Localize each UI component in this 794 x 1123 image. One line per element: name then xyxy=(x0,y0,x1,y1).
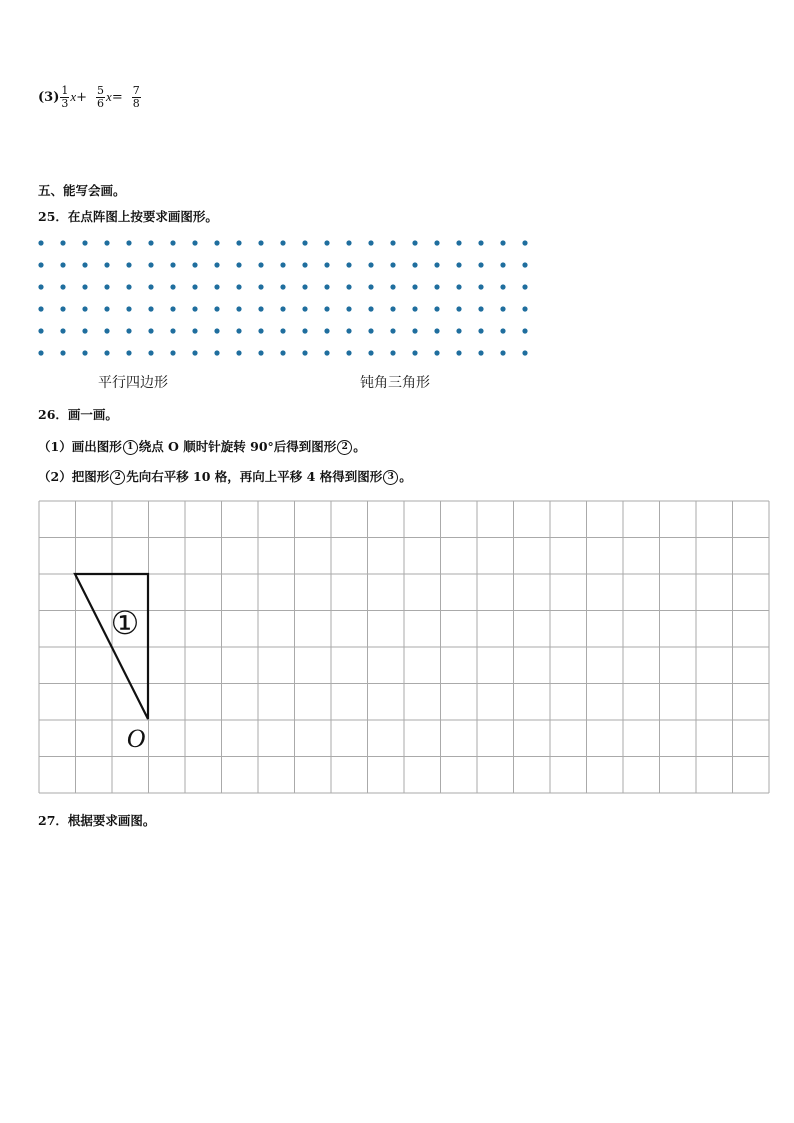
circled-number-3: 3 xyxy=(383,470,398,485)
grid-dot[interactable] xyxy=(214,284,219,289)
point-o-label: O xyxy=(126,724,146,753)
grid-dot[interactable] xyxy=(522,284,527,289)
grid-dot[interactable] xyxy=(82,306,87,311)
grid-dot[interactable] xyxy=(434,328,439,333)
grid-dot[interactable] xyxy=(38,328,43,333)
grid-dot[interactable] xyxy=(170,306,175,311)
grid-dot[interactable] xyxy=(522,328,527,333)
grid-dot[interactable] xyxy=(236,262,241,267)
grid-dot[interactable] xyxy=(302,262,307,267)
grid-dot[interactable] xyxy=(456,306,461,311)
grid-dot[interactable] xyxy=(214,328,219,333)
grid-dot[interactable] xyxy=(104,240,109,245)
grid-dot[interactable] xyxy=(192,262,197,267)
grid-dot[interactable] xyxy=(412,262,417,267)
part-2-end: 。 xyxy=(399,469,412,484)
grid-dot[interactable] xyxy=(280,306,285,311)
grid-dot[interactable] xyxy=(82,240,87,245)
grid-dot[interactable] xyxy=(170,240,175,245)
grid-dot[interactable] xyxy=(236,284,241,289)
grid-dot[interactable] xyxy=(192,284,197,289)
grid-dot[interactable] xyxy=(456,240,461,245)
fraction-2-denominator: 6 xyxy=(97,96,105,110)
grid-dot[interactable] xyxy=(346,306,351,311)
grid-dot[interactable] xyxy=(346,240,351,245)
grid-dot[interactable] xyxy=(60,328,65,333)
grid-dot[interactable] xyxy=(60,350,65,355)
grid-dot[interactable] xyxy=(148,328,153,333)
grid-dot[interactable] xyxy=(324,350,329,355)
grid-dot[interactable] xyxy=(368,350,373,355)
part-2-middle: 先向右平移 10 格，再向上平移 4 格得到图形 xyxy=(126,469,383,484)
grid-dot[interactable] xyxy=(390,284,395,289)
grid-dot[interactable] xyxy=(500,328,505,333)
label-obtuse-triangle: 钝角三角形 xyxy=(360,376,430,391)
fraction-1-denominator: 3 xyxy=(61,96,69,110)
grid-dot[interactable] xyxy=(126,240,131,245)
question-27-title: 27．根据要求画图。 xyxy=(38,813,156,828)
grid-dot[interactable] xyxy=(324,306,329,311)
grid-dot[interactable] xyxy=(214,262,219,267)
grid-dot[interactable] xyxy=(412,240,417,245)
circled-number-2: 2 xyxy=(337,440,352,455)
grid-dot[interactable] xyxy=(126,284,131,289)
equation-prefix: (3) xyxy=(38,89,60,105)
grid-dot[interactable] xyxy=(478,306,483,311)
grid-dot[interactable] xyxy=(302,350,307,355)
grid-dot[interactable] xyxy=(38,240,43,245)
grid-dot[interactable] xyxy=(412,284,417,289)
circled-number-1: 1 xyxy=(123,440,138,455)
grid-dot[interactable] xyxy=(500,284,505,289)
grid-dot[interactable] xyxy=(280,350,285,355)
grid-dot[interactable] xyxy=(82,284,87,289)
grid-dot[interactable] xyxy=(412,328,417,333)
grid-dot[interactable] xyxy=(236,240,241,245)
grid-dot[interactable] xyxy=(126,350,131,355)
grid-dot[interactable] xyxy=(324,284,329,289)
fraction-3-numerator: 7 xyxy=(132,83,140,97)
grid-dot[interactable] xyxy=(478,284,483,289)
grid-dot[interactable] xyxy=(434,350,439,355)
grid-dot[interactable] xyxy=(214,240,219,245)
grid-dot[interactable] xyxy=(346,262,351,267)
grid-dot[interactable] xyxy=(324,240,329,245)
part-1-middle: 绕点 O 顺时针旋转 90°后得到图形 xyxy=(138,439,337,454)
grid-dot[interactable] xyxy=(192,306,197,311)
grid-dot[interactable] xyxy=(456,328,461,333)
grid-dot[interactable] xyxy=(82,262,87,267)
grid-dot[interactable] xyxy=(38,262,43,267)
part-2-prefix: （2）把图形 xyxy=(38,469,110,484)
grid-dot[interactable] xyxy=(258,306,263,311)
grid-dot[interactable] xyxy=(236,350,241,355)
grid-dot[interactable] xyxy=(522,240,527,245)
grid-dot[interactable] xyxy=(104,306,109,311)
grid-dot[interactable] xyxy=(478,328,483,333)
grid-dot[interactable] xyxy=(324,328,329,333)
grid-dot[interactable] xyxy=(60,262,65,267)
grid-dot[interactable] xyxy=(522,306,527,311)
grid-dot[interactable] xyxy=(82,328,87,333)
grid-dot[interactable] xyxy=(390,328,395,333)
grid-dot[interactable] xyxy=(434,262,439,267)
grid-dot[interactable] xyxy=(236,306,241,311)
fraction-1-numerator: 1 xyxy=(61,83,69,97)
grid-dot[interactable] xyxy=(38,350,43,355)
question-26-part-1 xyxy=(38,437,366,455)
grid-dot[interactable] xyxy=(236,328,241,333)
grid-dot[interactable] xyxy=(170,284,175,289)
grid-dot[interactable] xyxy=(104,328,109,333)
grid-dot[interactable] xyxy=(412,350,417,355)
question-25-title: 25．在点阵图上按要求画图形。 xyxy=(38,209,218,224)
grid-dot[interactable] xyxy=(500,350,505,355)
grid-dot[interactable] xyxy=(368,284,373,289)
question-26-title: 26．画一画。 xyxy=(38,407,118,422)
grid-dot[interactable] xyxy=(258,284,263,289)
grid-dot[interactable] xyxy=(104,262,109,267)
grid-dot[interactable] xyxy=(60,284,65,289)
grid-dot[interactable] xyxy=(522,262,527,267)
grid-dot[interactable] xyxy=(280,240,285,245)
grid-dot[interactable] xyxy=(170,350,175,355)
grid-dot[interactable] xyxy=(192,350,197,355)
grid-dot[interactable] xyxy=(478,350,483,355)
grid-dot[interactable] xyxy=(522,350,527,355)
plus-sign: + xyxy=(76,89,88,105)
grid-dot[interactable] xyxy=(434,240,439,245)
grid-dot[interactable] xyxy=(170,262,175,267)
grid-dot[interactable] xyxy=(456,284,461,289)
grid-dot[interactable] xyxy=(258,350,263,355)
grid-dot[interactable] xyxy=(148,262,153,267)
grid-dot[interactable] xyxy=(148,306,153,311)
grid-dot[interactable] xyxy=(126,306,131,311)
grid-dot[interactable] xyxy=(126,262,131,267)
part-1-prefix: （1）画出图形 xyxy=(38,439,122,454)
section-5-title: 五、能写会画。 xyxy=(38,183,126,198)
figure-1-label: ① xyxy=(110,605,140,641)
label-parallelogram: 平行四边形 xyxy=(98,376,168,391)
grid-dot[interactable] xyxy=(60,240,65,245)
grid-dot[interactable] xyxy=(302,240,307,245)
grid-dot[interactable] xyxy=(192,328,197,333)
grid-dot[interactable] xyxy=(368,262,373,267)
grid-dot[interactable] xyxy=(390,262,395,267)
part-1-end: 。 xyxy=(353,439,366,454)
grid-dot[interactable] xyxy=(346,284,351,289)
grid-dot[interactable] xyxy=(500,306,505,311)
grid-dot[interactable] xyxy=(346,350,351,355)
equals-sign: = xyxy=(111,89,123,105)
grid-dot[interactable] xyxy=(214,350,219,355)
grid-dot[interactable] xyxy=(258,240,263,245)
fraction-2-numerator: 5 xyxy=(97,83,105,97)
grid-dot[interactable] xyxy=(38,306,43,311)
grid-dot[interactable] xyxy=(280,328,285,333)
circled-number-2b: 2 xyxy=(110,470,125,485)
grid-dot[interactable] xyxy=(104,350,109,355)
grid-dot[interactable] xyxy=(258,262,263,267)
grid-dot[interactable] xyxy=(456,350,461,355)
grid-dot[interactable] xyxy=(60,306,65,311)
grid-dot[interactable] xyxy=(302,328,307,333)
grid-dot[interactable] xyxy=(324,262,329,267)
grid-dot[interactable] xyxy=(500,240,505,245)
grid-dot[interactable] xyxy=(214,306,219,311)
grid-dot[interactable] xyxy=(148,284,153,289)
grid-dot[interactable] xyxy=(192,240,197,245)
grid-dot[interactable] xyxy=(412,306,417,311)
grid-dot[interactable] xyxy=(390,240,395,245)
grid-dot[interactable] xyxy=(280,262,285,267)
grid-dot[interactable] xyxy=(82,350,87,355)
grid-dot[interactable] xyxy=(368,306,373,311)
grid-dot[interactable] xyxy=(456,262,461,267)
grid-dot[interactable] xyxy=(368,328,373,333)
grid-dot[interactable] xyxy=(258,328,263,333)
grid-dot[interactable] xyxy=(368,240,373,245)
grid-dot[interactable] xyxy=(390,306,395,311)
grid-dot[interactable] xyxy=(104,284,109,289)
grid-dot[interactable] xyxy=(38,284,43,289)
variable-x-1: x xyxy=(70,89,77,104)
grid-dot[interactable] xyxy=(500,262,505,267)
grid-dot[interactable] xyxy=(478,240,483,245)
grid-dot[interactable] xyxy=(302,284,307,289)
fraction-3-denominator: 8 xyxy=(132,96,140,110)
grid-dot[interactable] xyxy=(302,306,307,311)
grid-dot[interactable] xyxy=(434,306,439,311)
grid-dot[interactable] xyxy=(148,240,153,245)
grid-dot[interactable] xyxy=(148,350,153,355)
grid-dot[interactable] xyxy=(434,284,439,289)
square-grid[interactable] xyxy=(38,500,770,796)
grid-dot[interactable] xyxy=(478,262,483,267)
grid-dot[interactable] xyxy=(346,328,351,333)
grid-dot[interactable] xyxy=(390,350,395,355)
variable-x-2: x xyxy=(106,89,112,104)
grid-dot[interactable] xyxy=(170,328,175,333)
question-26-part-2 xyxy=(38,467,412,485)
grid-dot[interactable] xyxy=(280,284,285,289)
grid-dot[interactable] xyxy=(126,328,131,333)
